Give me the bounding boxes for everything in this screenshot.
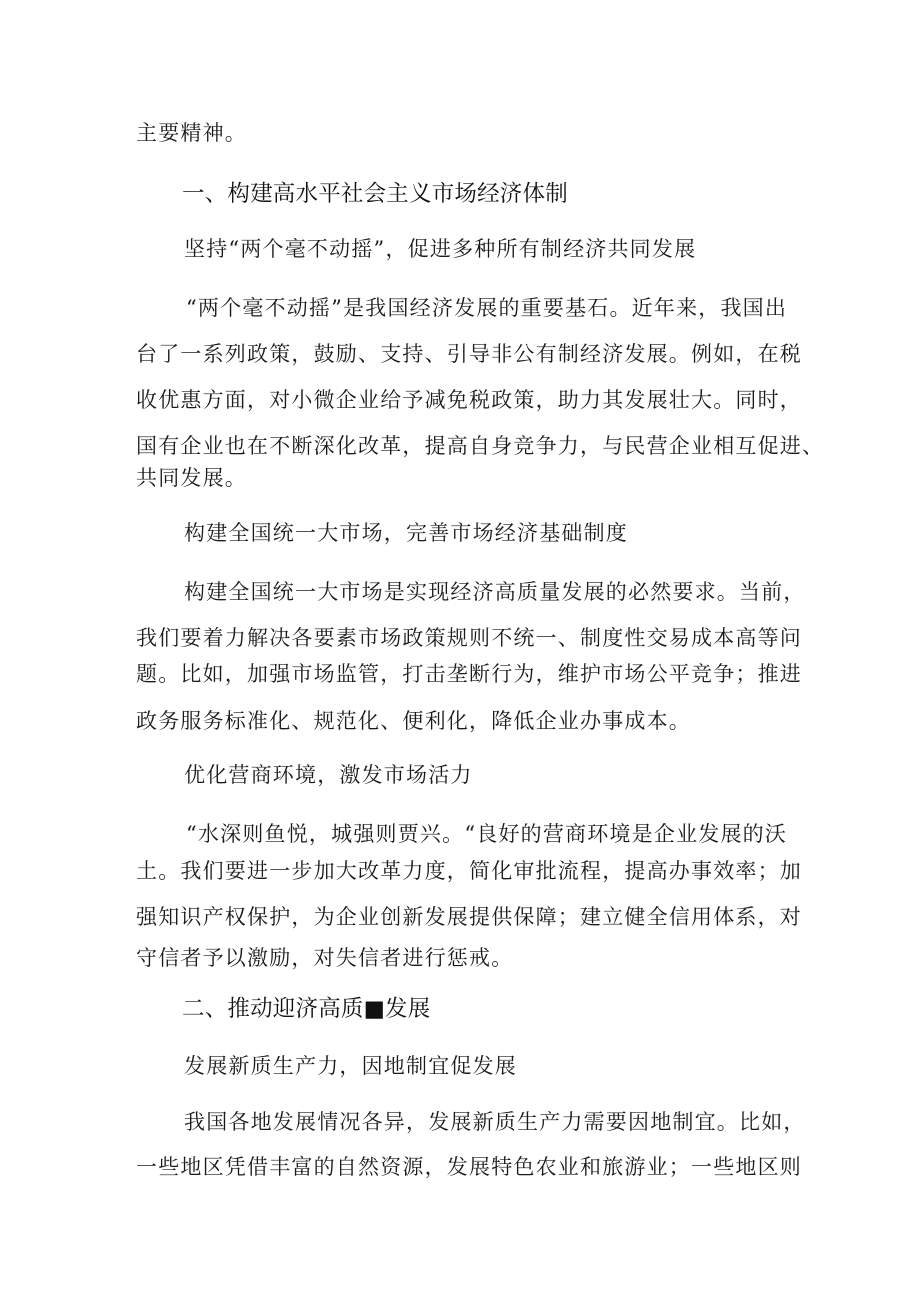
section-heading-1: 一、构建高水平社会主义市场经济体制 [182, 181, 568, 207]
subsection-title-1-3: 优化营商环境，激发市场活力 [184, 763, 473, 787]
body-line: “两个毫不动摇”是我国经济发展的重要基石。近年来，我国出 [186, 296, 788, 320]
body-line: 国有企业也在不断深化改革，提高自身竞争力，与民营企业相互促进、 [136, 434, 825, 458]
body-line: 土。我们要进一步加大改革力度，简化审批流程，提高办事效率；加 [136, 859, 802, 883]
body-line: 共同发展。 [136, 466, 247, 490]
lead-text: 主要精神。 [136, 121, 247, 145]
body-line: 政务服务标准化、规范化、便利化，降低企业办事成本。 [136, 709, 691, 733]
body-line: 我国各地发展情况各异，发展新质生产力需要因地制宜。比如， [184, 1110, 806, 1134]
body-line: 强知识产权保护，为企业创新发展提供保障；建立健全信用体系，对 [136, 905, 802, 929]
body-line: 台了一系列政策，鼓励、支持、引导非公有制经济发展。例如，在税 [136, 342, 802, 366]
body-line: 我们要着力解决各要素市场政策规则不统一、制度性交易成本高等问 [136, 626, 802, 650]
subsection-title-2-1: 发展新质生产力，因地制宜促发展 [184, 1054, 517, 1078]
body-line: 收优惠方面，对小微企业给予减免税政策，助力其发展壮大。同时， [136, 388, 802, 412]
body-line: 一些地区凭借丰富的自然资源，发展特色农业和旅游业；一些地区则 [136, 1155, 802, 1179]
subsection-title-1-1: 坚持“两个毫不动摇”，促进多种所有制经济共同发展 [184, 237, 697, 261]
body-line: 题。比如，加强市场监管，打击垄断行为，维护市场公平竞争；推进 [136, 662, 802, 686]
body-line: 守信者予以激励，对失信者进行惩戒。 [136, 946, 514, 970]
subsection-title-1-2: 构建全国统一大市场，完善市场经济基础制度 [184, 521, 628, 545]
body-line: “水深则鱼悦，城强则贾兴。“良好的营商环境是企业发展的沃 [186, 822, 788, 846]
section-heading-2: 二、推动迎济高质■发展 [182, 996, 431, 1022]
body-line: 构建全国统一大市场是实现经济高质量发展的必然要求。当前， [184, 580, 806, 604]
